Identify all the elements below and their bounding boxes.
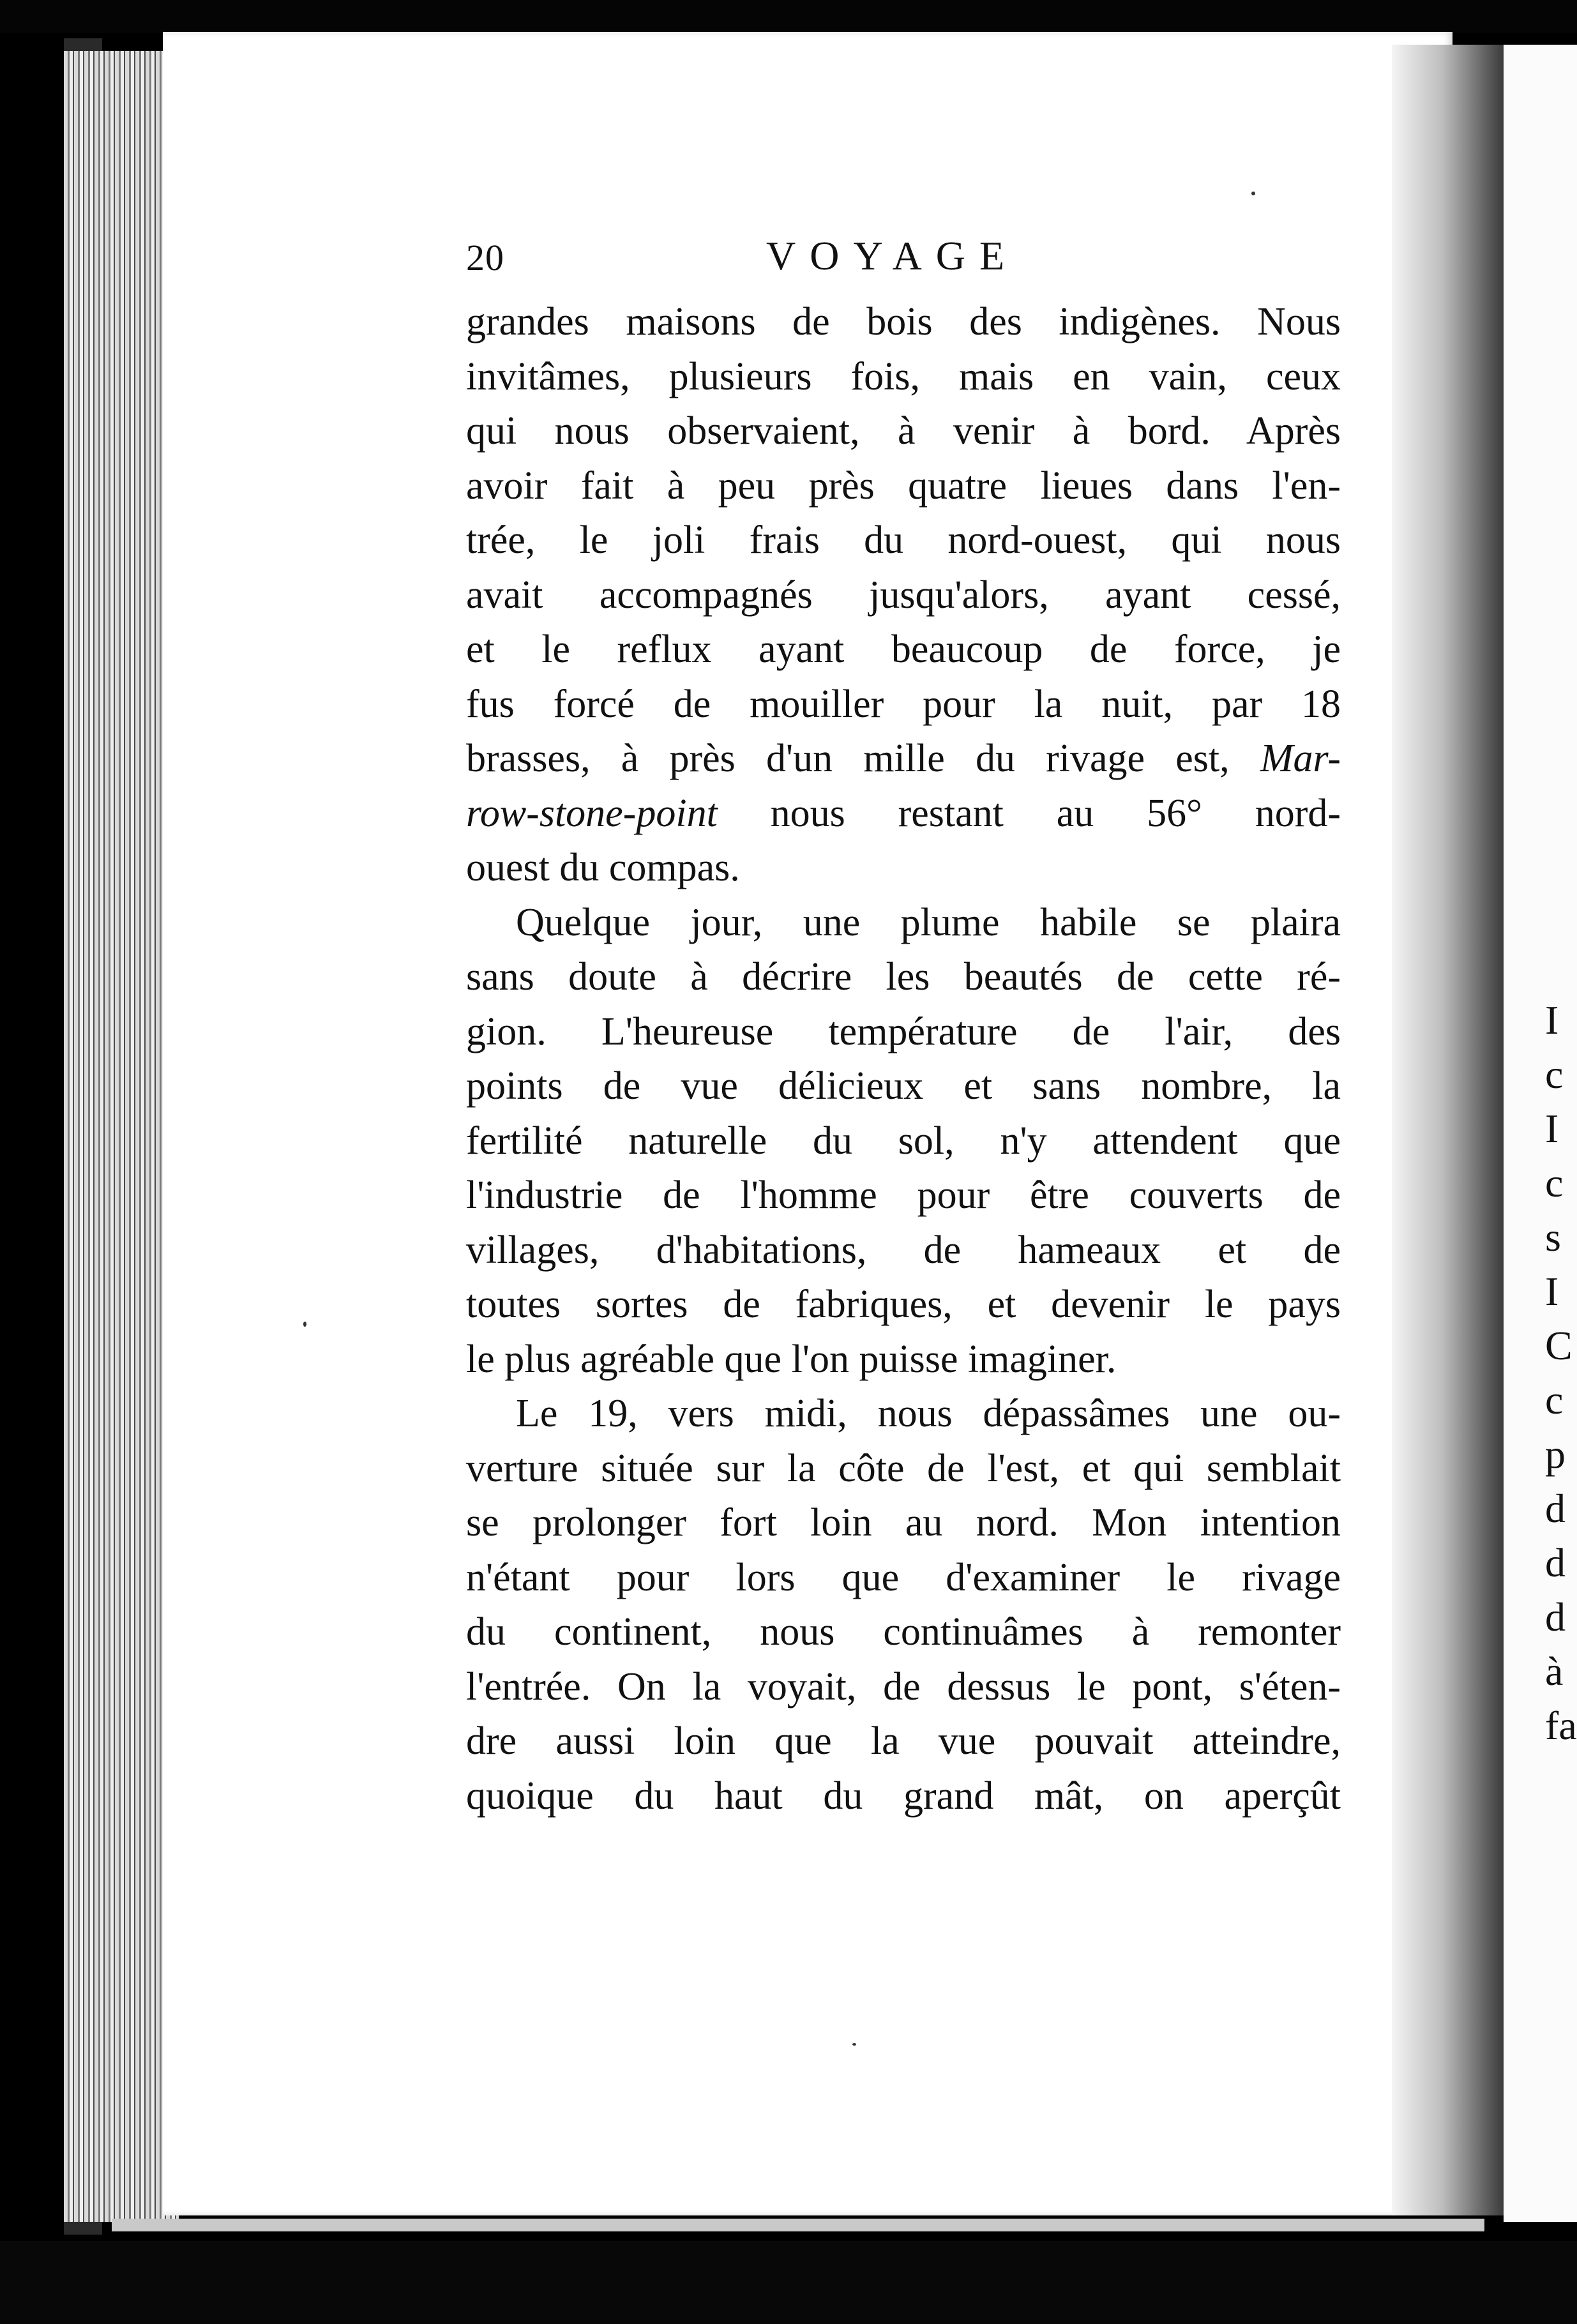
text-line: sans doute à décrire les beautés de cette ré- (466, 955, 1341, 999)
page-header (466, 233, 1341, 287)
text-line: villages, d'habitations, de hameaux et de (466, 1228, 1341, 1272)
paragraph-2 (466, 896, 1341, 1387)
text-line-part: nous restant au 56° nord- (717, 791, 1341, 835)
place-name-italic: row-stone-point (466, 791, 718, 835)
text-line: grandes maisons de bois des indigènes. Nous (466, 300, 1341, 343)
text-line: quoique du haut du grand mât, on aperçût (466, 1774, 1341, 1818)
text-line: du continent, nous continuâmes à remonter (466, 1610, 1341, 1654)
text-line: avait accompagnés jusqu'alors, ayant cessé, (466, 573, 1341, 617)
text-line: le plus agréable que l'on puisse imaginer. (466, 1337, 1117, 1381)
page-gutter-shadow (1392, 45, 1504, 2215)
text-line: fus forcé de mouiller pour la nuit, par 18 (466, 682, 1341, 726)
paragraph-1 (466, 295, 1341, 896)
paragraph-3 (466, 1387, 1341, 1823)
scan-speck (852, 2043, 856, 2046)
text-line: dre aussi loin que la vue pouvait atteindre, (466, 1719, 1341, 1763)
text-line: trée, le joli frais du nord-ouest, qui nous (466, 518, 1341, 562)
page-number: 20 (466, 237, 504, 278)
place-name-italic: Mar- (1260, 737, 1341, 780)
body-text (466, 295, 1341, 1823)
scan-speck (303, 1322, 306, 1327)
scan-background-top (0, 0, 1577, 33)
text-line: l'industrie de l'homme pour être couverts de (466, 1173, 1341, 1217)
scan-background-bottom (0, 2241, 1577, 2324)
text-line: se prolonger fort loin au nord. Mon intention (466, 1501, 1341, 1544)
scan-speck (1251, 192, 1255, 195)
text-line: avoir fait à peu près quatre lieues dans l'en- (466, 464, 1341, 508)
text-line: qui nous observaient, à venir à bord. Après (466, 409, 1341, 453)
text-line: toutes sortes de fabriques, et devenir le pays (466, 1283, 1341, 1326)
text-line: ouest du compas. (466, 846, 740, 889)
text-line: Le 19, vers midi, nous dépassâmes une ou- (516, 1392, 1341, 1435)
text-line (466, 787, 1341, 841)
text-line: gion. L'heureuse température de l'air, des (466, 1009, 1341, 1053)
text-line-part: brasses, à près d'un mille du rivage est, (466, 737, 1260, 780)
text-line: l'entrée. On la voyait, de dessus le pont, s'éten- (466, 1664, 1341, 1709)
text-line: n'étant pour lors que d'examiner le rivage (466, 1555, 1341, 1599)
text-line: points de vue délicieux et sans nombre, la (466, 1064, 1341, 1108)
text-line: verture située sur la côte de l'est, et qui semblait (466, 1446, 1341, 1490)
text-line: invitâmes, plusieurs fois, mais en vain, ceux (466, 354, 1341, 398)
text-line (466, 732, 1341, 787)
page-bottom-edge (112, 2219, 1484, 2231)
text-line: Quelque jour, une plume habile se plaira (516, 900, 1341, 944)
book-page-stack-left (64, 51, 179, 2222)
text-line: fertilité naturelle du sol, n'y attendent que (466, 1119, 1341, 1163)
text-line: et le reflux ayant beaucoup de force, je (466, 628, 1341, 671)
facing-page-text-fragment: I c I c s I C c p d d d à fa (1545, 997, 1577, 1748)
running-title: VOYAGE (766, 233, 1019, 278)
